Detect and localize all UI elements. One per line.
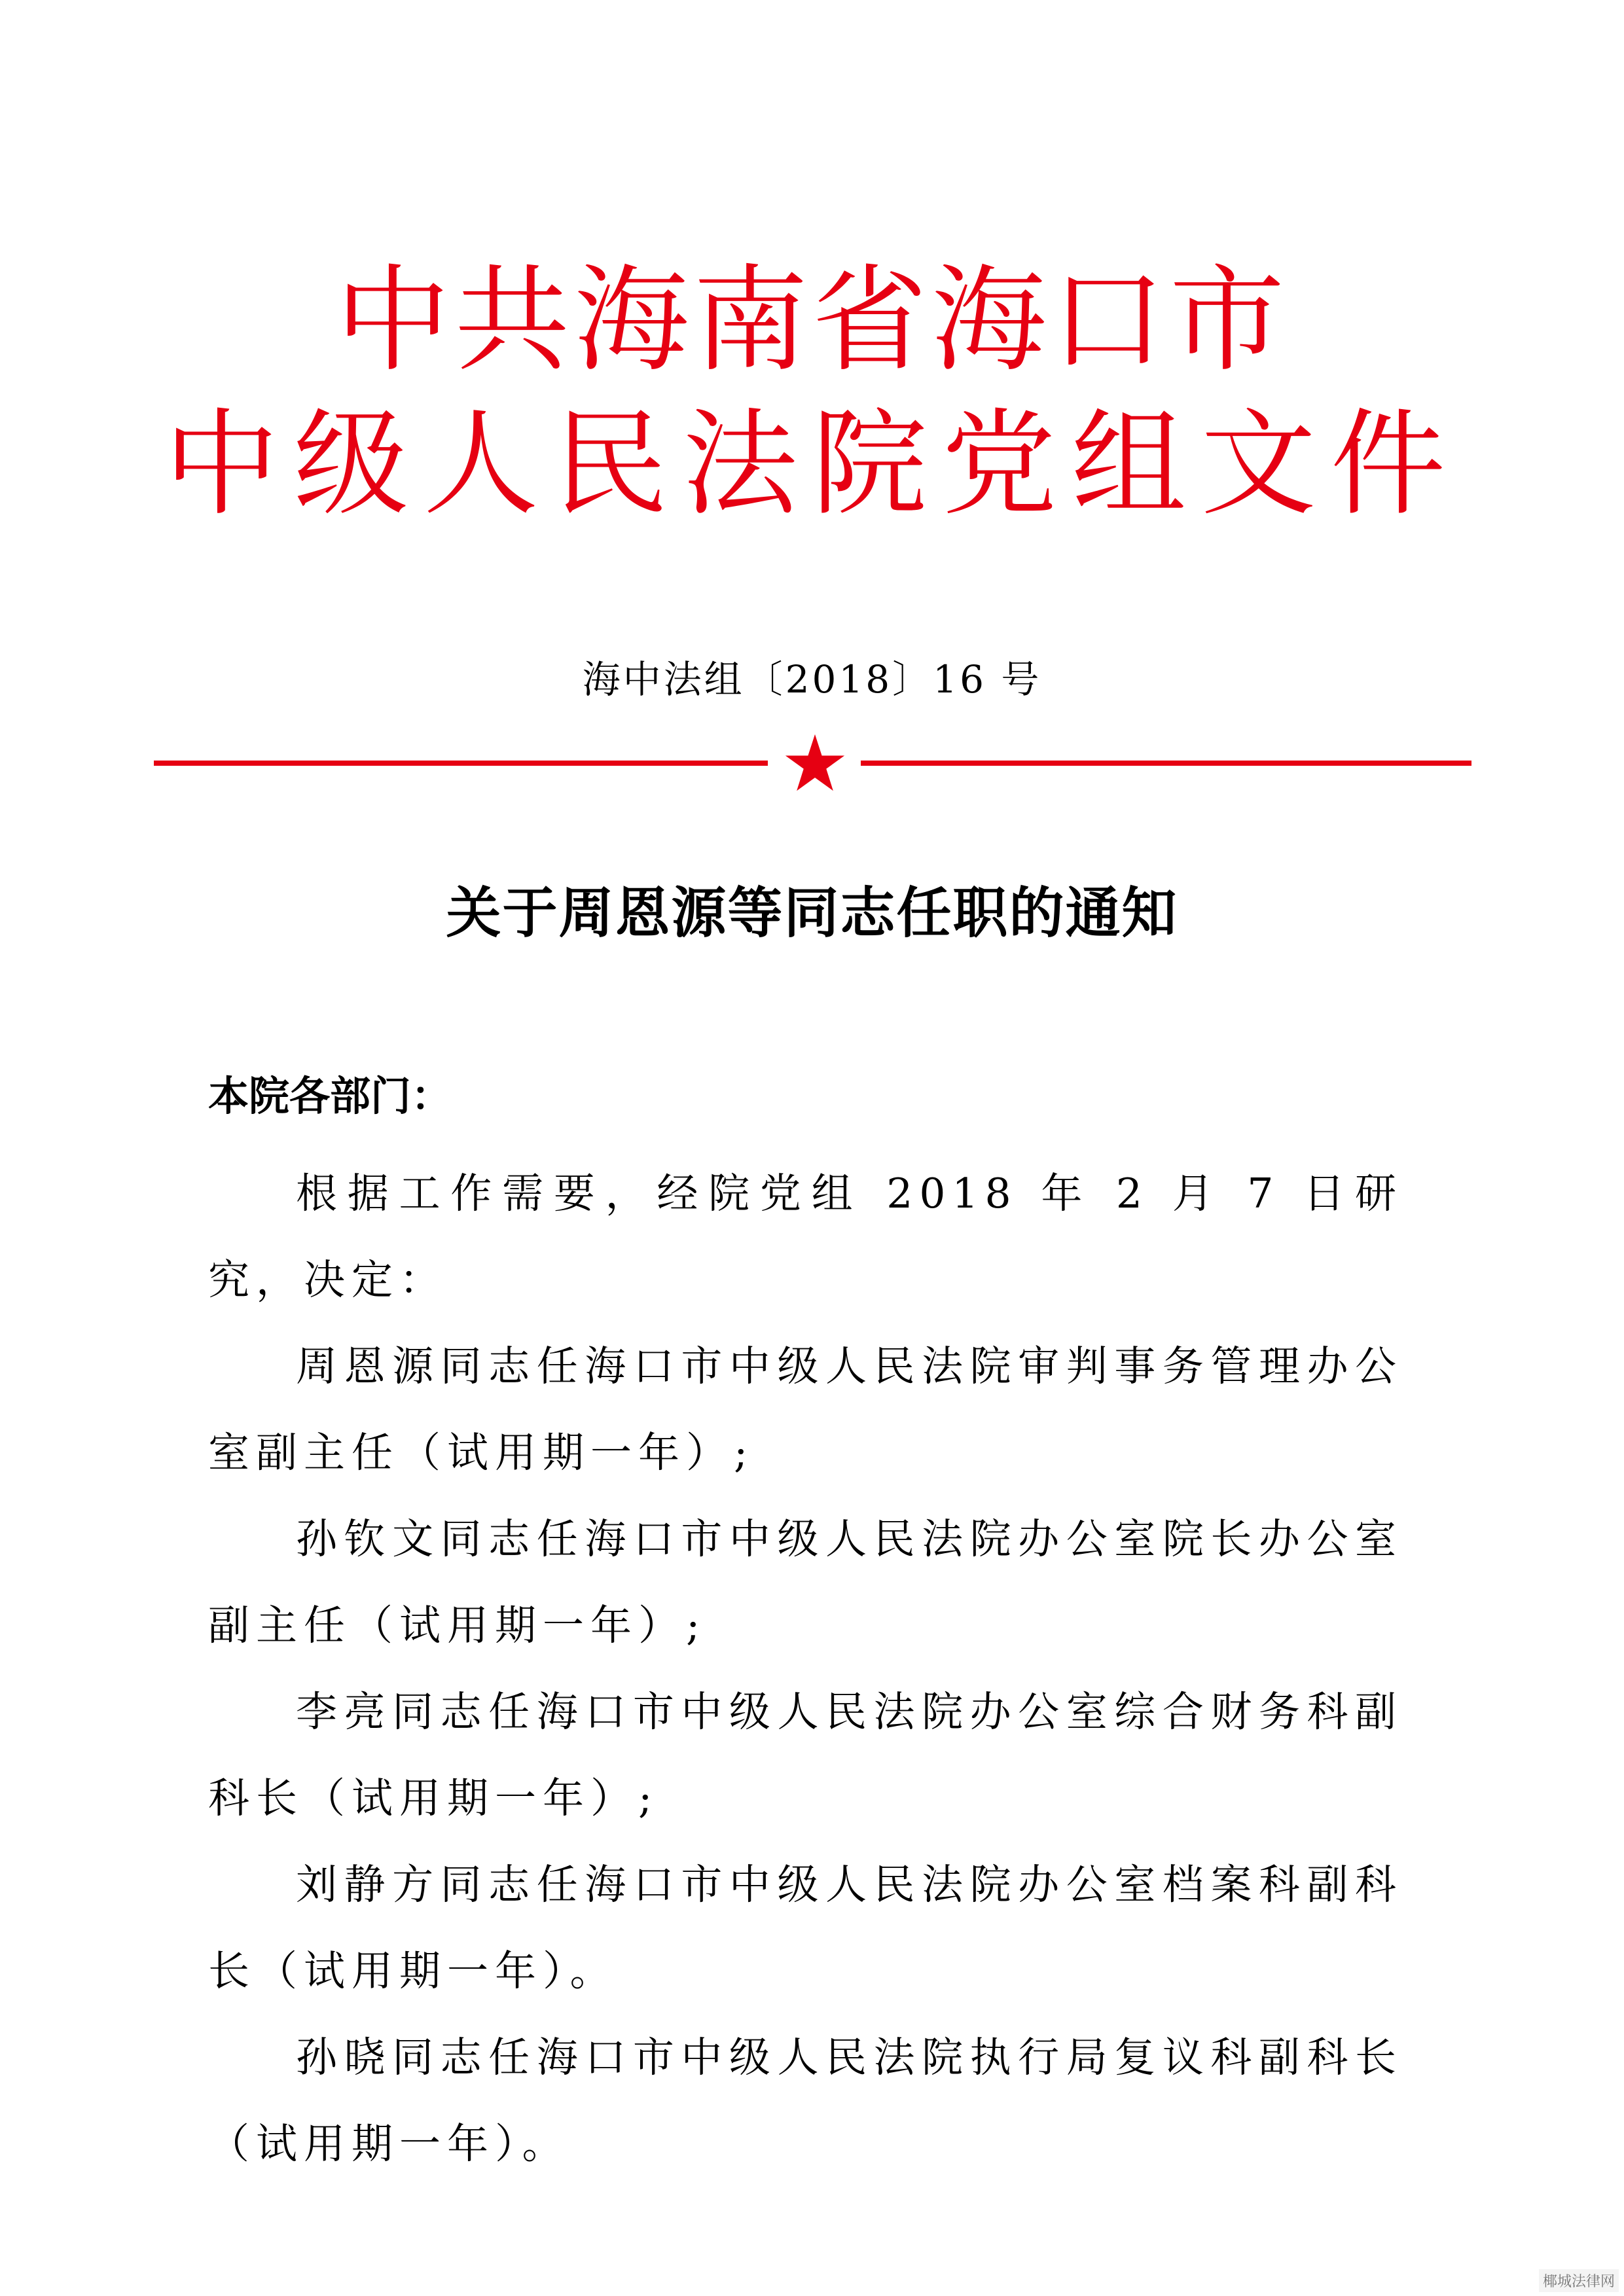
notice-body <box>208 1151 1403 2187</box>
star-icon <box>784 732 846 795</box>
body-paragraph-appointment: 孙晓同志任海口市中级人民法院执行局复议科副科长（试用期一年）。 <box>208 2034 1403 2168</box>
document-number: 海中法组〔2018〕16 号 <box>582 657 1042 702</box>
salutation: 本院各部门： <box>208 1072 452 1120</box>
body-paragraph-appointment: 刘静方同志任海口市中级人民法院办公室档案科副科长（试用期一年）。 <box>208 1861 1403 1995</box>
red-divider-right <box>861 761 1471 766</box>
document-header-line-1: 中共海南省海口市 <box>335 253 1289 387</box>
red-divider-left <box>154 761 768 766</box>
site-watermark: 椰城法律网 <box>1539 2269 1619 2292</box>
notice-title: 关于周恩源等同志任职的通知 <box>446 881 1178 945</box>
body-paragraph-appointment: 孙钦文同志任海口市中级人民法院办公室院长办公室副主任（试用期一年）; <box>208 1515 1403 1649</box>
document-header-line-2: 中级人民法院党组文件 <box>164 397 1460 531</box>
body-paragraph-appointment: 周恩源同志任海口市中级人民法院审判事务管理办公室副主任（试用期一年）; <box>208 1342 1403 1477</box>
body-paragraph-intro: 根据工作需要，经院党组 2018 年 2 月 7 日研究，决定： <box>208 1170 1403 1304</box>
body-paragraph-appointment: 李亮同志任海口市中级人民法院办公室综合财务科副科长（试用期一年）; <box>208 1688 1403 1822</box>
